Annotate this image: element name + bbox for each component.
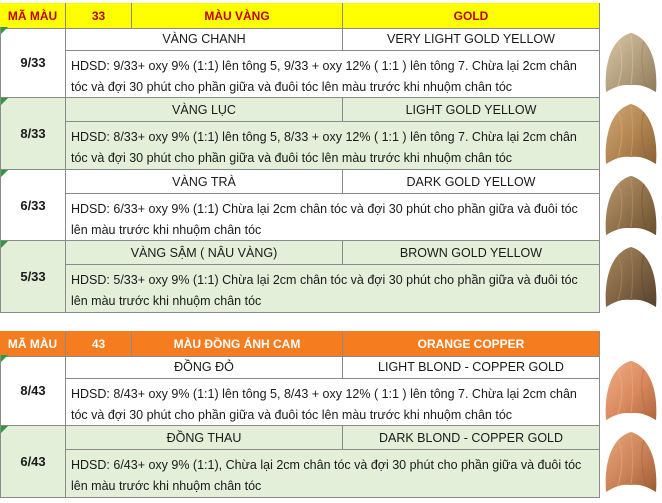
hair-swatch-icon — [600, 426, 662, 498]
hair-swatch-icon — [600, 27, 662, 98]
hair-swatch-image — [600, 426, 662, 498]
hair-swatch-image — [600, 98, 662, 170]
hair-swatch-image — [600, 241, 662, 313]
hair-swatch-icon — [600, 355, 662, 426]
table-row — [0, 426, 600, 498]
color-name-en: VERY LIGHT GOLD YELLOW — [343, 27, 600, 51]
header-code-label: MÃ MÀU — [0, 3, 66, 29]
section-gold-header — [0, 3, 600, 29]
color-name-vi: ĐỒNG THAU — [66, 426, 343, 450]
hair-swatch-icon — [600, 98, 662, 170]
color-name-vi: VÀNG LỤC — [66, 98, 343, 122]
color-code: 8/33 — [0, 98, 66, 170]
table-row — [0, 241, 600, 313]
header-name-en: ORANGE COPPER — [343, 331, 600, 357]
section-orange-copper-header — [0, 331, 600, 357]
color-code: 6/33 — [0, 170, 66, 241]
color-name-en: DARK GOLD YELLOW — [343, 170, 600, 194]
header-code: 43 — [66, 331, 132, 357]
color-code: 6/43 — [0, 426, 66, 498]
table-row — [0, 170, 600, 241]
color-name-vi: VÀNG CHANH — [66, 27, 343, 51]
color-name-en: LIGHT BLOND - COPPER GOLD — [343, 355, 600, 379]
color-code: 5/33 — [0, 241, 66, 313]
color-name-vi: VÀNG SẬM ( NÂU VÀNG) — [66, 241, 343, 265]
color-name-vi: VÀNG TRÀ — [66, 170, 343, 194]
table-row — [0, 27, 600, 98]
table-row — [0, 98, 600, 170]
color-code: 8/43 — [0, 355, 66, 426]
color-name-vi: ĐỒNG ĐỎ — [66, 355, 343, 379]
header-code: 33 — [66, 3, 132, 29]
usage-instructions: HDSD: 9/33+ oxy 9% (1:1) lên tông 5, 9/33 + oxy 12% ( 1:1 ) lên tông 7. Chừa lại 2cm chân tóc và đợi 30 phút cho phần giữa và đuôi tóc lên màu trước khi nhuộm chân tóc — [66, 51, 600, 98]
header-name-vi: MÀU ĐỒNG ÁNH CAM — [132, 331, 343, 357]
header-code-label: MÃ MÀU — [0, 331, 66, 357]
usage-instructions: HDSD: 6/43+ oxy 9% (1:1), Chừa lại 2cm chân tóc và đợi 30 phút cho phần giữa và đuôi tóc lên màu trước khi nhuộm chân tóc — [66, 450, 600, 498]
color-name-en: DARK BLOND - COPPER GOLD — [343, 426, 600, 450]
usage-instructions: HDSD: 8/43+ oxy 9% (1:1) lên tông 5, 8/43 + oxy 12% ( 1:1 ) lên tông 7. Chừa lại 2cm chân tóc và đợi 30 phút cho phần giữa và đuôi tóc lên màu trước khi nhuộm chân tóc — [66, 379, 600, 426]
table-row — [0, 355, 600, 426]
header-name-en: GOLD — [343, 3, 600, 29]
hair-swatch-icon — [600, 170, 662, 241]
usage-instructions: HDSD: 6/33+ oxy 9% (1:1) Chừa lại 2cm chân tóc và đợi 30 phút cho phần giữa và đuôi tóc lên màu trước khi nhuộm chân tóc — [66, 194, 600, 241]
usage-instructions: HDSD: 5/33+ oxy 9% (1:1) Chừa lại 2cm chân tóc và đợi 30 phút cho phần giữa và đuôi tóc lên màu trước khi nhuộm chân tóc — [66, 265, 600, 313]
hair-swatch-image — [600, 170, 662, 241]
usage-instructions: HDSD: 8/33+ oxy 9% (1:1) lên tông 5, 8/33 + oxy 12% ( 1:1 ) lên tông 7. Chừa lại 2cm chân tóc và đợi 30 phút cho phần giữa và đuôi tóc lên màu trước khi nhuộm chân tóc — [66, 122, 600, 170]
color-name-en: BROWN GOLD YELLOW — [343, 241, 600, 265]
hair-swatch-image — [600, 27, 662, 98]
header-name-vi: MÀU VÀNG — [132, 3, 343, 29]
color-code: 9/33 — [0, 27, 66, 98]
hair-swatch-icon — [600, 241, 662, 313]
hair-swatch-image — [600, 355, 662, 426]
color-name-en: LIGHT GOLD YELLOW — [343, 98, 600, 122]
